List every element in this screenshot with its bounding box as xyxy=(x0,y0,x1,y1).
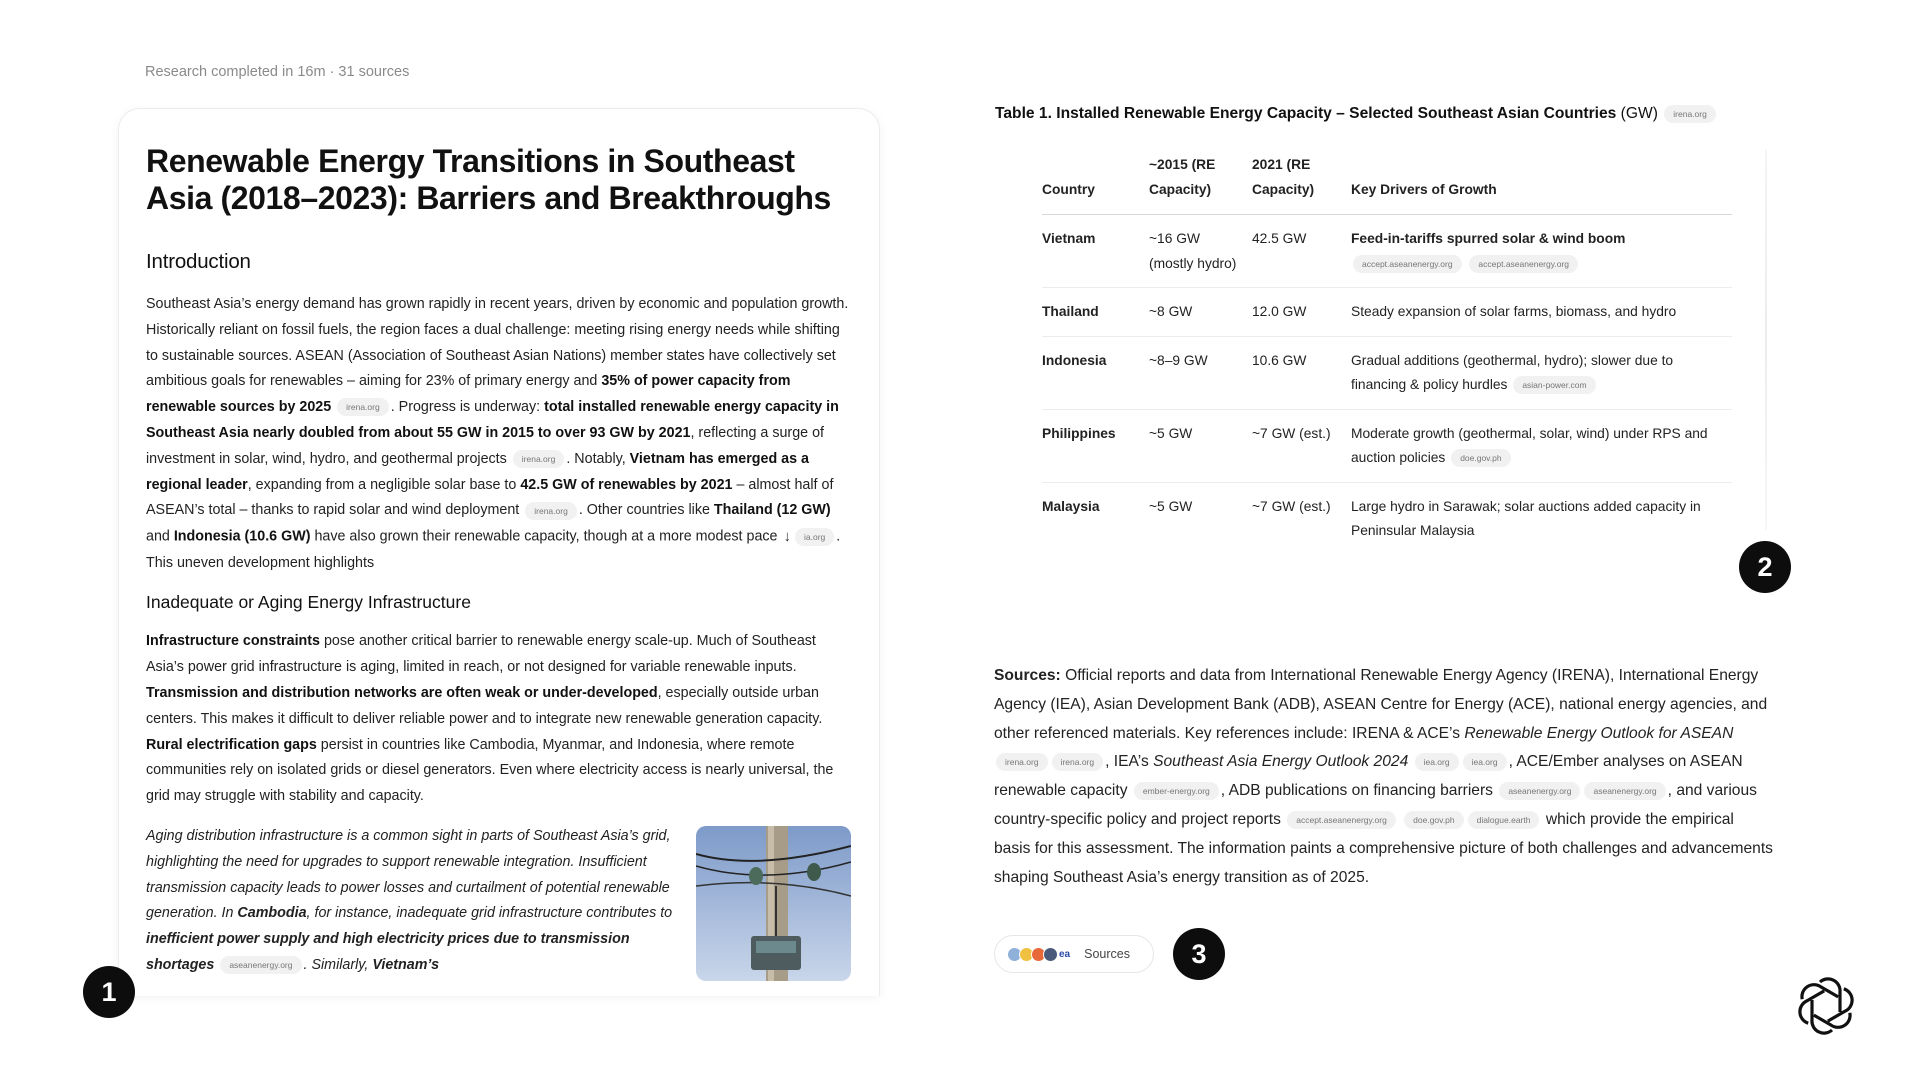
cell-drivers: Steady expansion of solar farms, biomass, and hydro xyxy=(1351,288,1732,337)
text: , reflecting a surge of investment in solar, wind, hydro, and geothermal projects xyxy=(146,424,824,467)
citation-chip[interactable]: asian-power.com xyxy=(1513,376,1595,394)
text: . Progress is underway: xyxy=(390,399,545,416)
col-2015: ~2015 (RE Capacity) xyxy=(1149,152,1252,215)
text: . This uneven development highlights xyxy=(146,528,841,571)
text-italic: Southeast Asia Energy Outlook 2024 xyxy=(1153,753,1409,771)
table-scroll-edge xyxy=(1765,150,1767,530)
figure-caption xyxy=(146,824,676,981)
sources-button-label: Sources xyxy=(1084,947,1130,961)
sources-button[interactable] xyxy=(994,935,1154,973)
scroll-down-arrow-icon[interactable]: ↓ xyxy=(783,528,791,546)
text-bold: Indonesia (10.6 GW) xyxy=(173,528,311,545)
cell-drivers xyxy=(1351,215,1732,288)
cell-country: Indonesia xyxy=(1042,336,1149,409)
table-header-row xyxy=(1042,152,1732,215)
table-row xyxy=(1042,288,1732,337)
cell-2015: ~5 GW xyxy=(1149,498,1193,514)
cell-country: Malaysia xyxy=(1042,498,1100,514)
table-row xyxy=(1042,409,1732,482)
text-bold: Transmission and distribution networks are often weak or under-developed xyxy=(146,685,658,702)
text-bold: inefficient power supply and high electricity prices due to transmission shortages xyxy=(146,931,630,974)
text: Southeast Asia’s energy demand has grown rapidly in recent years, driven by economic and population growth. Historically reliant on fossil fuels, the region faces a dual challenge: meeting rising energy needs while shifting to sustainable sources. ASEAN (Association of Southeast Asian Nations) member states have collectively set ambitious goals for renewables – aiming for 23% of primary energy and xyxy=(146,296,849,390)
text-bold: 42.5 GW of renewables by 2021 xyxy=(520,476,733,493)
text-bold: Vietnam has emerged as a regional leader xyxy=(146,450,809,493)
citation-chip[interactable]: irena.org xyxy=(513,450,565,468)
citation-chip[interactable]: accept.aseanenergy.org xyxy=(1469,255,1578,273)
table-row xyxy=(1042,336,1732,409)
source-favicon-icon xyxy=(1043,947,1058,962)
figure-row xyxy=(146,824,851,981)
cell-2015: ~16 GW (mostly hydro) xyxy=(1149,215,1252,288)
text-bold: Thailand (12 GW) xyxy=(713,502,831,519)
citation-chip[interactable]: irena.org xyxy=(337,398,389,416)
cell-2021: ~7 GW (est.) xyxy=(1252,409,1351,482)
table-title-unit: (GW) xyxy=(1616,105,1658,123)
text: Official reports and data from International Renewable Energy Agency (IRENA), International Energy Agency (IEA), Asian Development Bank (ADB), ASEAN Centre for Energy (ACE), national energy agencies, and other referenced materials. Key references include: IRENA & ACE’s xyxy=(994,667,1768,742)
text: . Other countries like xyxy=(578,502,714,519)
driver-text: Moderate growth (geothermal, solar, wind) under RPS and auction policies xyxy=(1351,425,1708,465)
citation-chip[interactable]: irena.org xyxy=(1664,105,1716,123)
text-bold: Vietnam’s xyxy=(372,957,440,974)
cell-2021: 12.0 GW xyxy=(1252,288,1351,337)
text: pose another critical barrier to renewable energy scale-up. Much of Southeast Asia’s power grid infrastructure is aging, limited in reach, or not designed for variable renewable inputs. xyxy=(146,633,816,676)
text: which provide the empirical basis for this assessment. The information paints a comprehensive picture of both challenges and advancements shaping Southeast Asia’s energy transition as of 2025. xyxy=(994,810,1773,886)
marker-3: 3 xyxy=(1173,928,1225,980)
text: have also grown their renewable capacity, though at a more modest pace xyxy=(310,528,778,545)
marker-1: 1 xyxy=(83,966,135,1018)
citation-chip[interactable]: doe.gov.ph xyxy=(1404,811,1463,829)
text: . Notably, xyxy=(566,450,630,467)
text: and xyxy=(146,528,174,545)
text-bold: Cambodia xyxy=(237,905,307,922)
table-title xyxy=(995,105,1718,123)
col-country: Country xyxy=(1042,152,1149,215)
intro-heading: Introduction xyxy=(146,250,251,273)
text-bold: Rural electrification gaps xyxy=(146,736,317,753)
text-bold: Infrastructure constraints xyxy=(146,633,320,650)
text: persist in countries like Cambodia, Myanmar, and Indonesia, where remote communities rely on isolated grids or diesel generators. Even where electricity access is nearly universal, the grid may struggle with stability and capacity. xyxy=(146,736,834,805)
cell-2021: 42.5 GW xyxy=(1252,215,1351,288)
citation-chip[interactable]: accept.aseanenergy.org xyxy=(1287,811,1396,829)
cell-drivers: Large hydro in Sarawak; solar auctions added capacity in Peninsular Malaysia xyxy=(1351,498,1701,538)
citation-chip[interactable]: ember-energy.org xyxy=(1134,782,1219,800)
power-pole-image[interactable] xyxy=(696,826,851,981)
infra-paragraph xyxy=(146,629,851,810)
text: , IEA’s xyxy=(1105,753,1154,771)
intro-paragraph xyxy=(146,292,851,576)
citation-chip[interactable]: dialogue.earth xyxy=(1468,811,1540,829)
table-row xyxy=(1042,215,1732,288)
cell-country: Vietnam xyxy=(1042,215,1149,288)
openai-logo-icon xyxy=(1790,970,1862,1042)
text: , expanding from a negligible solar base to xyxy=(247,476,521,493)
citation-chip[interactable]: iea.org xyxy=(1463,753,1507,771)
citation-chip[interactable]: aseanenergy.org xyxy=(1499,782,1580,800)
source-favicons xyxy=(1007,947,1070,962)
driver-text: Feed-in-tariffs spurred solar & wind boom xyxy=(1351,231,1626,246)
cell-drivers xyxy=(1351,336,1732,409)
col-2021: 2021 (RE Capacity) xyxy=(1252,152,1351,215)
text: Aging distribution infrastructure is a common sight in parts of Southeast Asia’s grid, highlighting the need for upgrades to support renewable integration. Insufficient transmission capacity leads to power losses and curtailment of potential renewable generation. In xyxy=(146,828,671,922)
cell-2015: ~5 GW xyxy=(1149,409,1252,482)
citation-chip[interactable]: iea.org xyxy=(1415,753,1459,771)
cell-2015: ~8–9 GW xyxy=(1149,336,1252,409)
citation-chip[interactable]: accept.aseanenergy.org xyxy=(1353,255,1462,273)
text: , especially outside urban centers. This makes it difficult to deliver reliable power and to integrate new renewable generation capacity. xyxy=(146,685,823,727)
text-italic: Renewable Energy Outlook for ASEAN xyxy=(1464,724,1734,742)
text-bold: 35% of power capacity from renewable sources by 2025 xyxy=(146,373,791,416)
sources-paragraph xyxy=(994,662,1774,892)
report-content xyxy=(146,143,851,981)
sources-label: Sources: xyxy=(994,667,1061,684)
citation-chip[interactable]: ia.org xyxy=(795,528,834,546)
text: , and various country-specific policy and project reports xyxy=(994,782,1757,828)
text: . Similarly, xyxy=(303,957,373,974)
table-title-bold: Table 1. Installed Renewable Energy Capacity – Selected Southeast Asian Countries xyxy=(995,105,1617,123)
capacity-table xyxy=(1042,152,1732,555)
cell-2021: 10.6 GW xyxy=(1252,336,1351,409)
report-title: Renewable Energy Transitions in Southeast Asia (2018–2023): Barriers and Breakthroughs xyxy=(146,143,831,216)
citation-chip[interactable]: irena.org xyxy=(996,753,1048,771)
power-pole-illustration xyxy=(696,826,851,981)
text: , ACE/Ember analyses on ASEAN renewable capacity xyxy=(994,753,1743,800)
text: , ADB publications on financing barriers xyxy=(1220,782,1493,800)
infra-heading: Inadequate or Aging Energy Infrastructure xyxy=(146,592,471,613)
marker-2: 2 xyxy=(1739,541,1791,593)
text: – almost half of ASEAN’s total – thanks to rapid solar and wind deployment xyxy=(146,476,834,519)
source-favicon-icon: ea xyxy=(1059,948,1071,960)
citation-chip[interactable]: doe.gov.ph xyxy=(1451,449,1510,467)
col-drivers: Key Drivers of Growth xyxy=(1351,152,1732,215)
text-bold: total installed renewable energy capacity in Southeast Asia nearly doubled from about 55 GW in 2015 to over 93 GW by 2021 xyxy=(146,399,839,441)
report-card xyxy=(118,108,880,996)
cell-2021: ~7 GW (est.) xyxy=(1252,498,1331,514)
table-row xyxy=(1042,482,1732,555)
citation-chip[interactable]: aseanenergy.org xyxy=(1584,782,1665,800)
driver-text: Gradual additions (geothermal, hydro); slower due to financing & policy hurdles xyxy=(1351,352,1674,392)
cell-drivers xyxy=(1351,409,1732,482)
citation-chip[interactable]: irena.org xyxy=(1052,753,1104,771)
citation-chip[interactable]: irena.org xyxy=(525,502,577,520)
cell-2015: ~8 GW xyxy=(1149,288,1252,337)
citation-chip[interactable]: aseanenergy.org xyxy=(220,956,301,974)
text: , for instance, inadequate grid infrastructure contributes to xyxy=(306,905,673,922)
cell-country: Philippines xyxy=(1042,409,1149,482)
cell-country: Thailand xyxy=(1042,288,1149,337)
research-status: Research completed in 16m · 31 sources xyxy=(145,64,410,80)
